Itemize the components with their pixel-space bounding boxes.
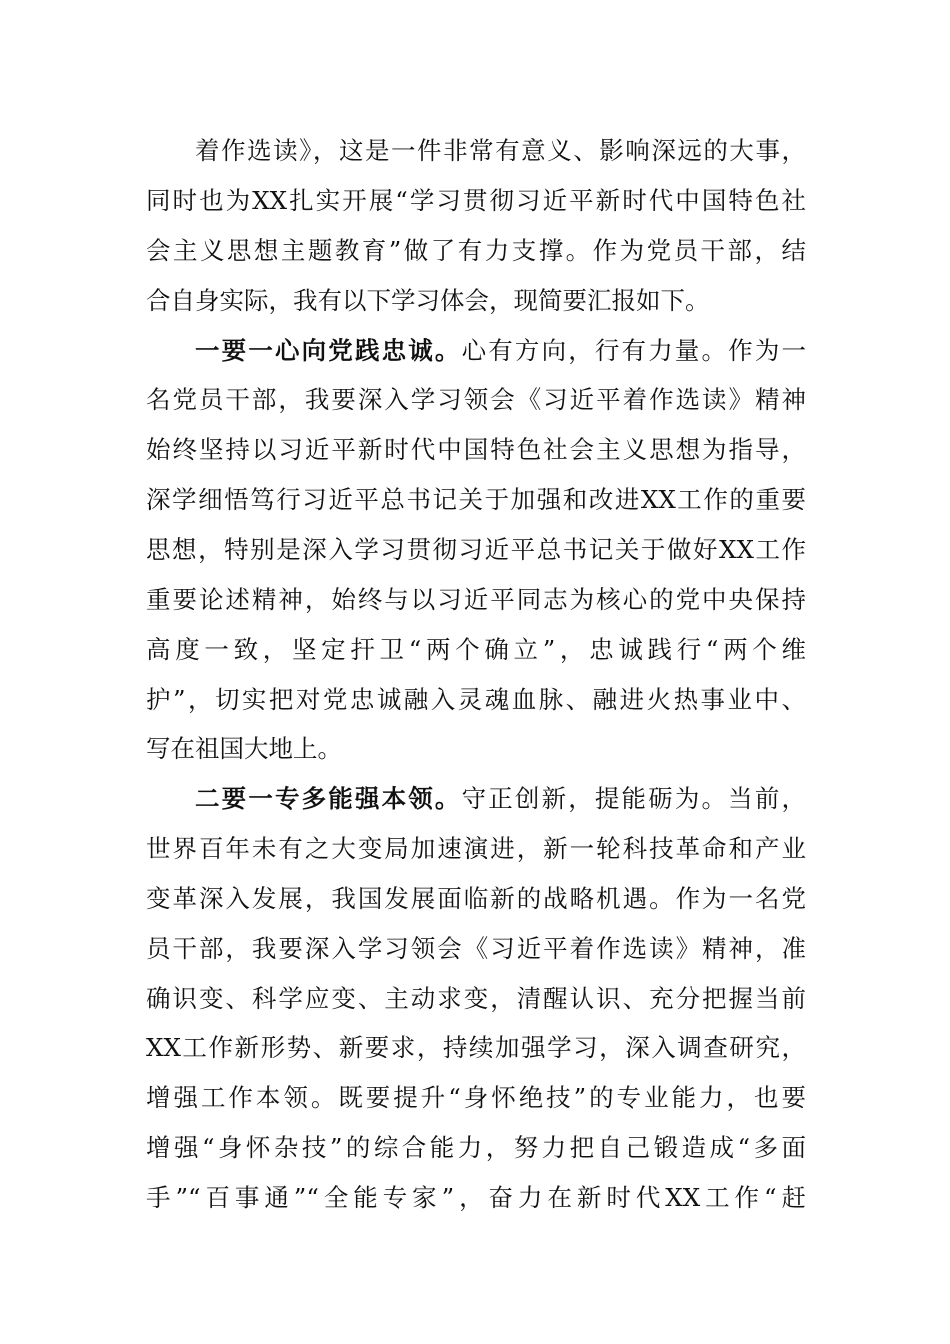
section-heading-line: 二要一专多能强本领。守正创新，提能砺为。当前， <box>195 784 807 813</box>
paragraph-line: 同时也为XX扎实开展“学习贯彻习近平新时代中国特色社 <box>146 186 806 215</box>
paragraph-line: 确识变、科学应变、主动求变，清醒认识、充分把握当前 <box>146 984 806 1013</box>
paragraph-line: 员干部，我要深入学习领会《习近平着作选读》精神，准 <box>146 934 806 963</box>
paragraph-line: 名党员干部，我要深入学习领会《习近平着作选读》精神 <box>146 385 806 414</box>
paragraph-line: 思想，特别是深入学习贯彻习近平总书记关于做好XX工作 <box>146 535 806 564</box>
paragraph-line: 重要论述精神，始终与以习近平同志为核心的党中央保持 <box>146 585 806 614</box>
paragraph-line: XX工作新形势、新要求，持续加强学习，深入调查研究， <box>146 1033 806 1062</box>
paragraph-line: 护”，切实把对党忠诚融入灵魂血脉、融进火热事业中、 <box>146 685 806 714</box>
paragraph-line: 合自身实际，我有以下学习体会，现简要汇报如下。 <box>146 286 710 315</box>
paragraph-line: 增强工作本领。既要提升“身怀绝技”的专业能力，也要 <box>146 1083 806 1112</box>
section-heading: 二要一专多能强本领。 <box>195 784 462 813</box>
paragraph-line: 手”“百事通”“全能专家”，奋力在新时代XX工作“赶 <box>146 1183 806 1212</box>
section-heading-line: 一要一心向党践忠诚。心有方向，行有力量。作为一 <box>195 336 807 365</box>
paragraph-line: 世界百年未有之大变局加速演进，新一轮科技革命和产业 <box>146 834 806 863</box>
paragraph-line: 变革深入发展，我国发展面临新的战略机遇。作为一名党 <box>146 884 806 913</box>
paragraph-line: 写在祖国大地上。 <box>146 734 342 763</box>
paragraph-line: 始终坚持以习近平新时代中国特色社会主义思想为指导， <box>146 435 806 464</box>
section-heading: 一要一心向党践忠诚。 <box>195 336 462 365</box>
paragraph-line: 会主义思想主题教育”做了有力支撑。作为党员干部，结 <box>146 236 806 265</box>
paragraph-line: 深学细悟笃行习近平总书记关于加强和改进XX工作的重要 <box>146 485 806 514</box>
paragraph-line: 增强“身怀杂技”的综合能力，努力把自己锻造成“多面 <box>146 1133 806 1162</box>
paragraph-line: 着作选读》，这是一件非常有意义、影响深远的大事， <box>195 136 806 165</box>
paragraph-line: 高度一致，坚定扞卫“两个确立”，忠诚践行“两个维 <box>146 635 806 664</box>
